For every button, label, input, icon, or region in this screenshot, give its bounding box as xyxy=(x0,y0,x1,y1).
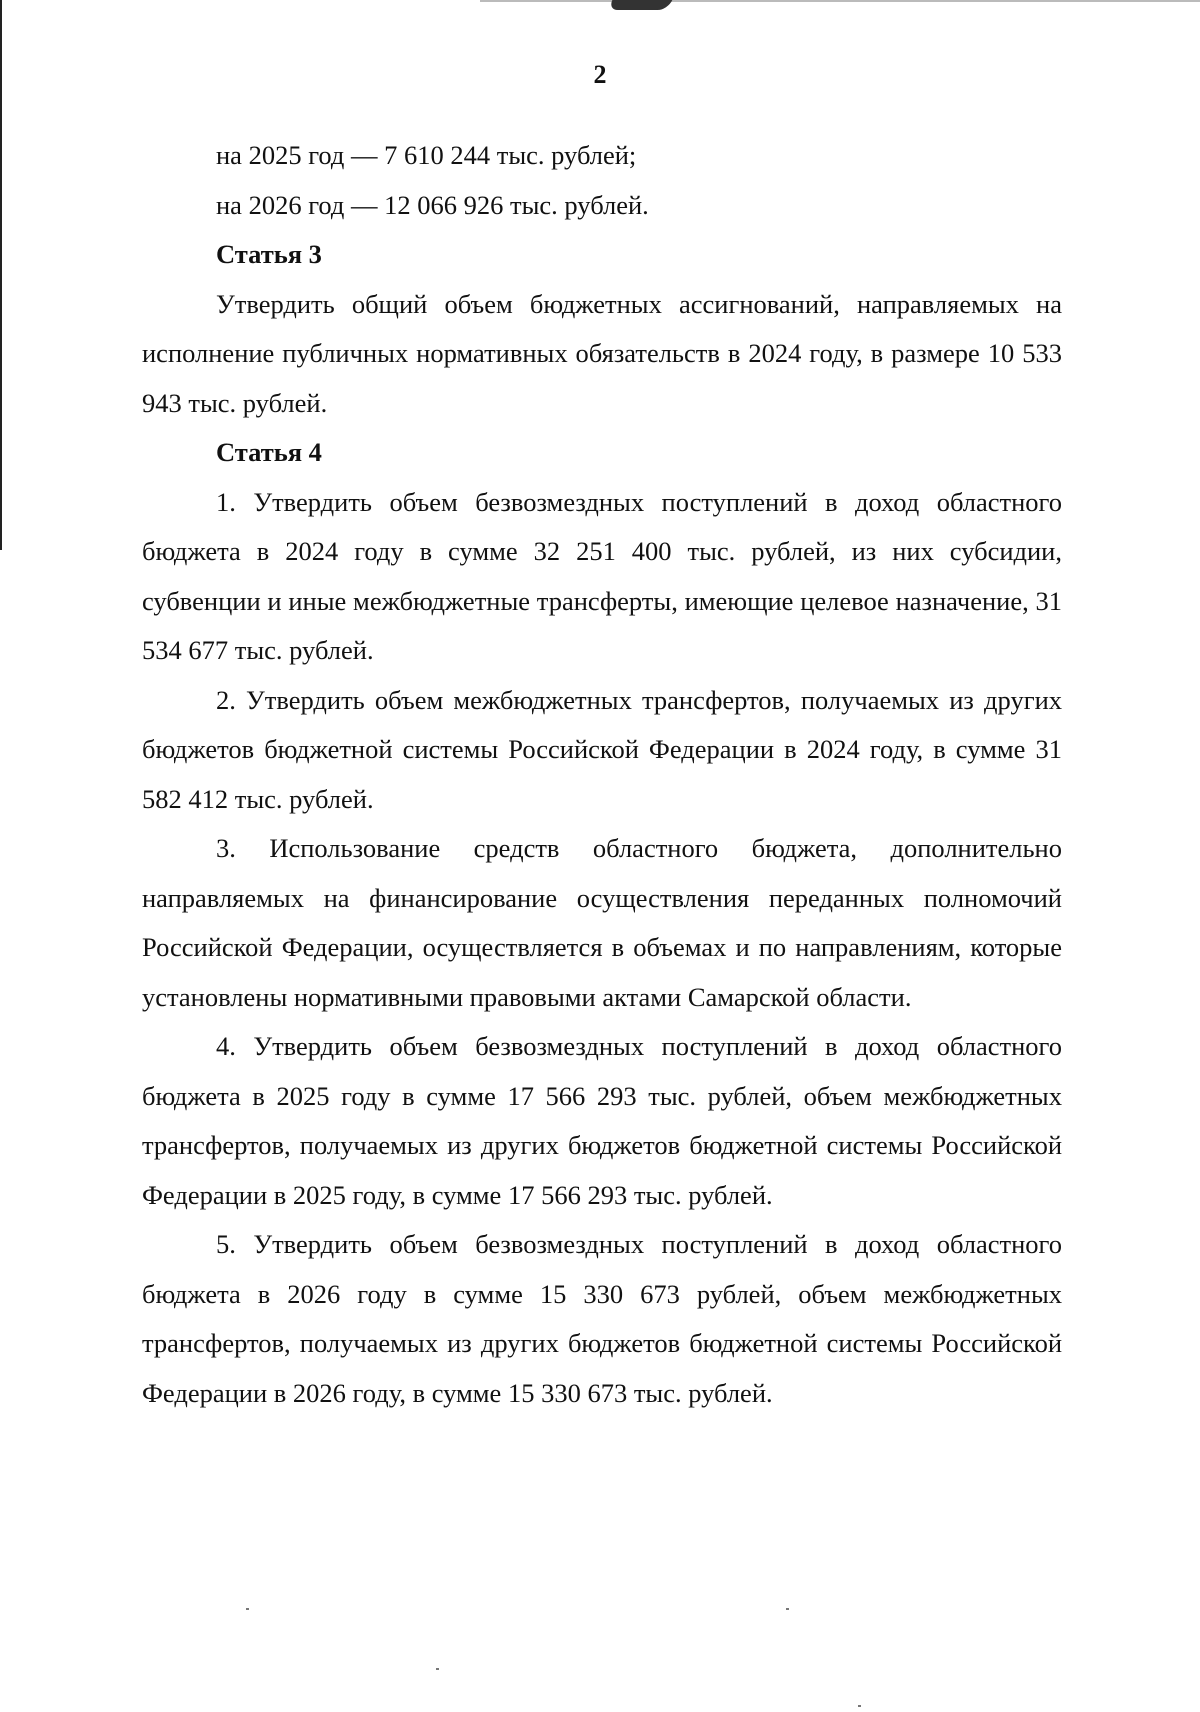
scan-speck xyxy=(436,1668,439,1670)
line-2025: на 2025 год — 7 610 244 тыс. рублей; xyxy=(216,140,637,170)
article-4-paragraph-2: 2. Утвердить объем межбюджетных трансфертов, получаемых из других бюджетов бюджетной системы Российской Федерации в 2024 году, в сумме 31 582 412 тыс. рублей. xyxy=(142,684,1062,814)
article-4-title: Статья 4 xyxy=(216,437,322,467)
article-4-paragraph-4: 4. Утвердить объем безвозмездных поступлений в доход областного бюджета в 2025 году в сумме 17 566 293 тыс. рублей, объем межбюджетных трансфертов, получаемых из других бюджетов бюджетной системы Российской Федерации в 2025 году, в сумме 17 566 293 тыс. рублей. xyxy=(142,1031,1062,1210)
line-2026: на 2026 год — 12 066 926 тыс. рублей. xyxy=(216,189,649,220)
scan-edge-top xyxy=(480,0,1200,2)
document-body xyxy=(142,131,1062,1418)
scan-speck xyxy=(858,1705,861,1707)
scan-speck xyxy=(786,1608,789,1610)
article-4-paragraph-3: 3. Использование средств областного бюджета, дополнительно направляемых на финансирование осуществления переданных полномочий Российской Федерации, осуществляется в объемах и по направлениям, которые установлены нормативными правовыми актами Самарской области. xyxy=(142,833,1062,1012)
scan-blot xyxy=(608,0,673,10)
article-3-text: Утвердить общий объем бюджетных ассигнований, направляемых на исполнение публичных нормативных обязательств в 2024 году, в размере 10 533 943 тыс. рублей. xyxy=(142,288,1062,418)
article-4-paragraph-5: 5. Утвердить объем безвозмездных поступлений в доход областного бюджета в 2026 году в сумме 15 330 673 рублей, объем межбюджетных трансфертов, получаемых из других бюджетов бюджетной системы Российской Федерации в 2026 году, в сумме 15 330 673 тыс. рублей. xyxy=(142,1229,1062,1408)
scan-speck xyxy=(246,1608,249,1610)
article-4-paragraph-1: 1. Утвердить объем безвозмездных поступлений в доход областного бюджета в 2024 году в сумме 32 251 400 тыс. рублей, из них субсидии, субвенции и иные межбюджетные трансферты, имеющие целевое назначение, 31 534 677 тыс. рублей. xyxy=(142,486,1062,665)
article-3-title: Статья 3 xyxy=(216,239,322,269)
page-number: 2 xyxy=(593,60,607,89)
